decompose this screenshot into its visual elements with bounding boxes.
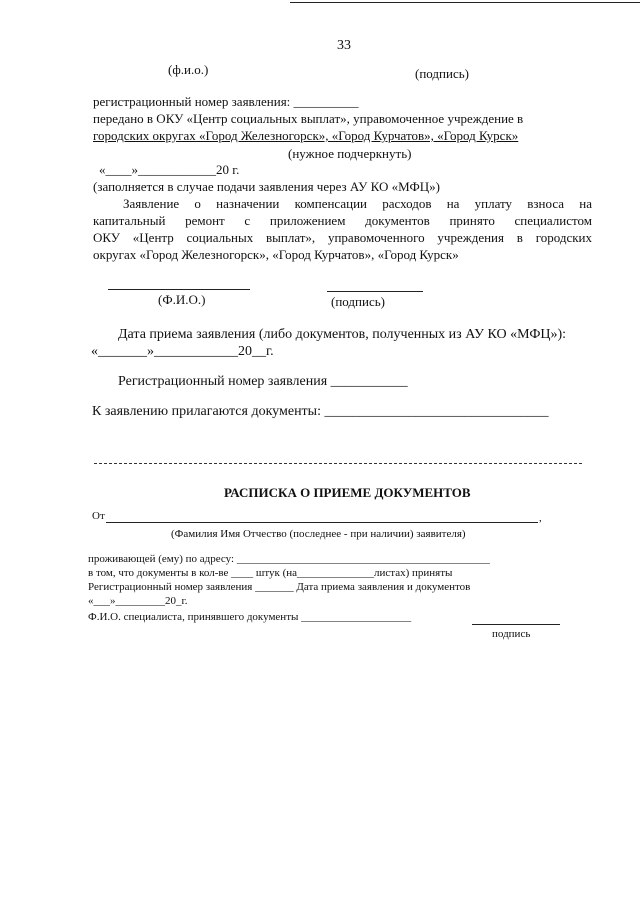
application-paragraph-line-2: капитальный ремонт с приложением документов принято специалистом [93,213,592,228]
city-districts-line: городских округах «Город Железногорск», «Город Курчатов», «Город Курск» [93,128,519,143]
application-paragraph-line-1: Заявление о назначении компенсации расходов на уплату взноса на [123,196,592,211]
signature-line [327,291,423,292]
receipt-specialist-line: Ф.И.О. специалиста, принявшего документы ____________________ [88,611,412,623]
receipt-from-label: От [92,510,105,522]
receipt-from-end: , [539,512,542,524]
application-paragraph-line-3: ОКУ «Центр социальных выплат», управомоченного учреждения в городских [93,230,592,245]
application-paragraph-line-4: округах «Город Железногорск», «Город Курчатов», «Город Курск» [93,247,459,262]
top-rule [290,2,640,3]
transferred-line: передано в ОКУ «Центр социальных выплат», управомоченное учреждение в [93,111,524,126]
page-number: 33 [337,38,351,53]
receipt-from-line [106,522,538,523]
receipt-title: РАСПИСКА О ПРИЕМЕ ДОКУМЕНТОВ [224,485,471,500]
underline-note: (нужное подчеркнуть) [288,146,412,161]
receipt-address-line: проживающей (ему) по адресу: ______________________________________________ [88,553,490,565]
registration-number-line: регистрационный номер заявления: __________ [93,94,359,109]
receipt-reg-date-line: Регистрационный номер заявления _______ Дата приема заявления и документов [88,581,471,593]
receipt-date-line: «___»_________20_г. [88,595,188,607]
receipt-date-line-1: Дата приема заявления (либо документов, полученных из АУ КО «МФЦ»): [118,327,567,342]
top-fio-label: (ф.и.о.) [168,62,209,77]
reg-number-line: Регистрационный номер заявления ___________ [118,374,408,389]
mfc-note: (заполняется в случае подачи заявления через АУ КО «МФЦ») [93,179,440,194]
signature-caption: (подпись) [331,294,385,309]
receipt-fio-note: (Фамилия Имя Отчество (последнее - при наличии) заявителя) [171,528,466,540]
receipt-docs-count-line: в том, что документы в кол-ве ____ штук (на______________листах) приняты [88,567,453,579]
cut-line [94,463,582,464]
top-signature-label: (подпись) [415,66,469,81]
receipt-signature-line [472,624,560,625]
fio-caption: (Ф.И.О.) [158,292,206,307]
fio-signature-line [108,289,250,290]
attached-docs-line: К заявлению прилагаются документы: ________________________________ [92,404,549,419]
registration-date-line: «____»____________20 г. [99,162,240,177]
receipt-signature-caption: подпись [492,628,531,640]
receipt-date-line-2: «_______»____________20__г. [91,344,274,359]
